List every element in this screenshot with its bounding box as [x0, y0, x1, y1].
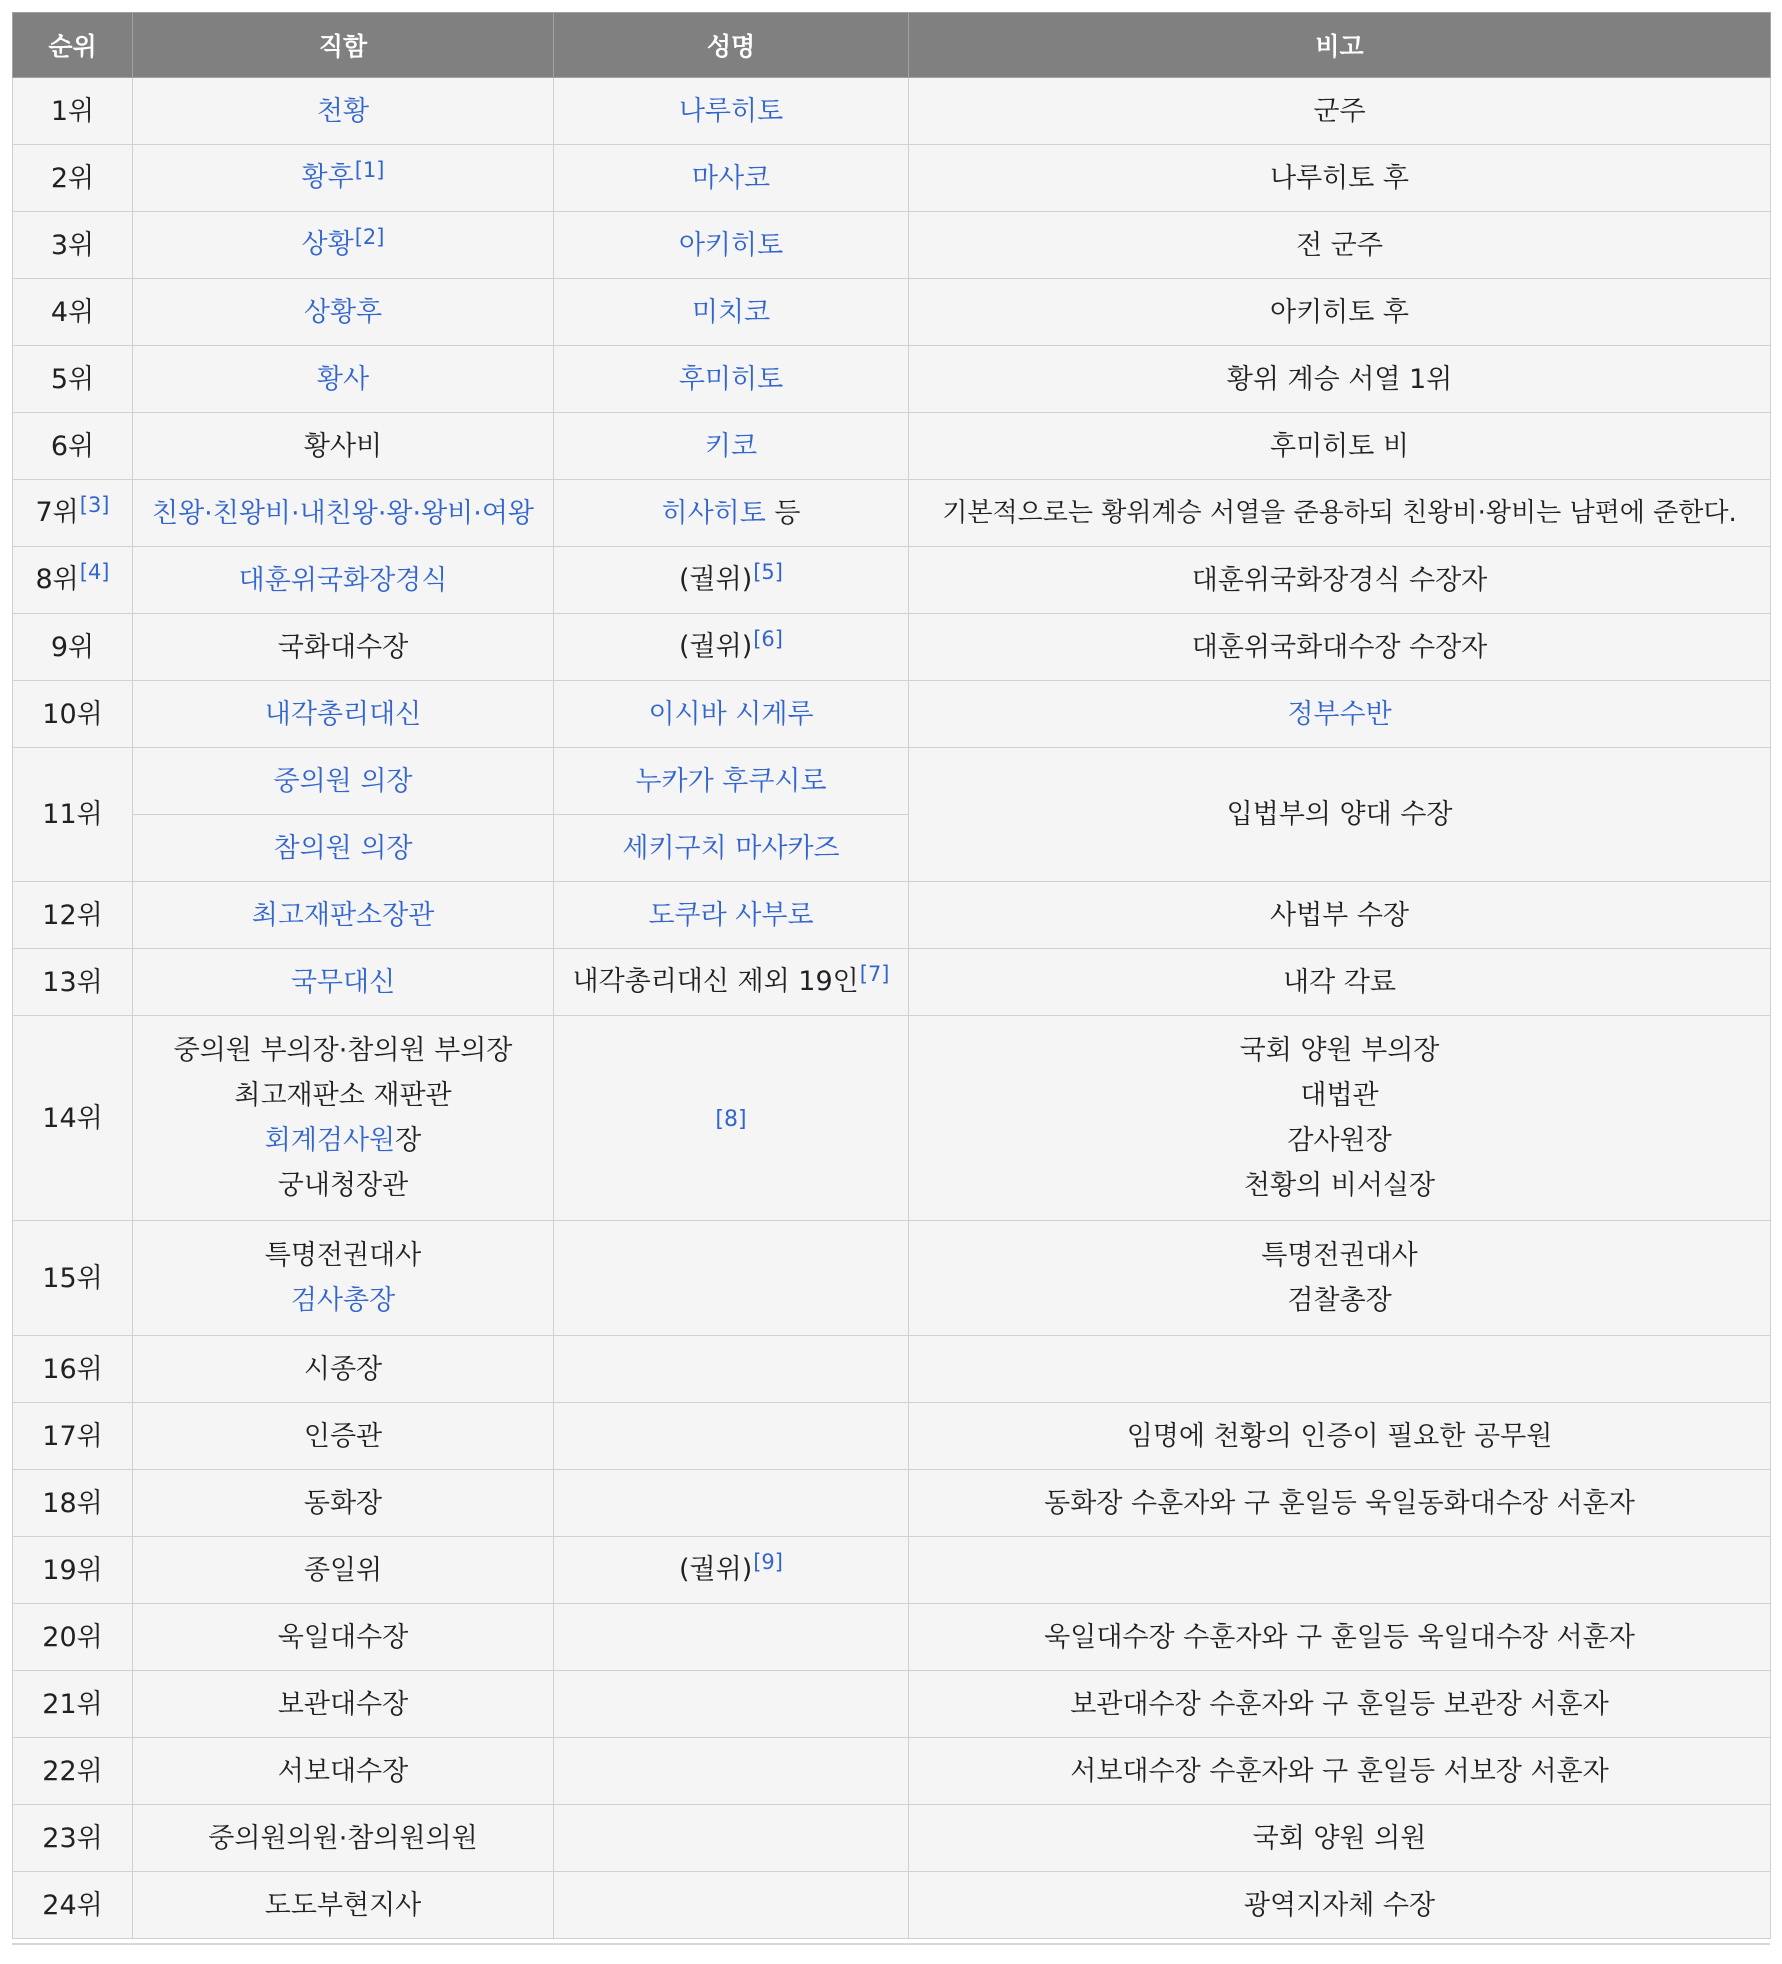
header-title: 직함	[133, 13, 554, 78]
rank-cell: 10위	[13, 681, 133, 748]
rank-cell: 2위	[13, 145, 133, 212]
name-link[interactable]: 이시바 시게루	[648, 698, 814, 730]
note-cell: 전 군주	[909, 212, 1771, 279]
name-link[interactable]: 나루히토	[678, 95, 784, 127]
note-cell	[909, 1336, 1771, 1403]
note-cell: 대훈위국화장경식 수장자	[909, 547, 1771, 614]
footnote-ref[interactable]: [4]	[79, 559, 110, 584]
name-link[interactable]: 후미히토	[678, 363, 784, 395]
name-cell	[554, 279, 909, 346]
name-cell	[554, 212, 909, 279]
title-link[interactable]: 최고재판소장관	[251, 899, 435, 931]
name-link[interactable]: 히사히토	[661, 497, 766, 529]
table-row	[13, 212, 1771, 279]
rank-text: 7위	[35, 496, 79, 528]
rank-cell: 3위	[13, 212, 133, 279]
rank-cell: 9위	[13, 614, 133, 681]
title-link[interactable]: 국무대신	[290, 966, 396, 998]
rank-cell: 1위	[13, 78, 133, 145]
name-cell	[554, 748, 909, 815]
title-cell	[133, 547, 554, 614]
footnote-ref[interactable]: [5]	[753, 559, 783, 584]
rank-cell: 18위	[13, 1470, 133, 1537]
name-cell	[554, 1470, 909, 1537]
table-row	[13, 1537, 1771, 1604]
table-row	[13, 1805, 1771, 1872]
footnote-ref[interactable]: [8]	[715, 1106, 747, 1132]
table-row	[13, 681, 1771, 748]
rank-cell: 23위	[13, 1805, 133, 1872]
title-cell: 국화대수장	[133, 614, 554, 681]
note-link[interactable]: 정부수반	[1287, 698, 1392, 730]
title-line: 최고재판소 재판관	[234, 1080, 452, 1111]
rank-cell: 13위	[13, 949, 133, 1016]
name-cell	[554, 949, 909, 1016]
table-row	[13, 748, 1771, 815]
name-cell	[554, 480, 909, 547]
precedence-table	[12, 12, 1771, 1939]
note-cell: 기본적으로는 황위계승 서열을 준용하되 친왕비·왕비는 남편에 준한다.	[909, 480, 1771, 547]
table-row	[13, 1221, 1771, 1336]
table-row	[13, 1872, 1771, 1939]
note-line: 천황의 비서실장	[1243, 1170, 1436, 1201]
note-cell: 국회 양원 의원	[909, 1805, 1771, 1872]
name-cell	[554, 346, 909, 413]
note-cell: 황위 계승 서열 1위	[909, 346, 1771, 413]
header-name: 성명	[554, 13, 909, 78]
note-cell	[909, 1537, 1771, 1604]
note-cell: 욱일대수장 수훈자와 구 훈일등 욱일대수장 서훈자	[909, 1604, 1771, 1671]
note-line: 특명전권대사	[1261, 1240, 1418, 1271]
note-cell: 임명에 천황의 인증이 필요한 공무원	[909, 1403, 1771, 1470]
table-row	[13, 413, 1771, 480]
rank-cell: 19위	[13, 1537, 133, 1604]
title-link[interactable]: 검사총장	[290, 1285, 396, 1316]
name-cell	[554, 1671, 909, 1738]
title-cell: 서보대수장	[133, 1738, 554, 1805]
rank-cell: 15위	[13, 1221, 133, 1336]
rank-cell: 4위	[13, 279, 133, 346]
name-cell	[554, 1221, 909, 1336]
title-link[interactable]: 상황	[301, 228, 354, 260]
footnote-ref[interactable]: [9]	[753, 1549, 783, 1574]
name-cell	[554, 1872, 909, 1939]
name-cell	[554, 78, 909, 145]
name-cell	[554, 882, 909, 949]
name-cell	[554, 1805, 909, 1872]
rank-cell	[13, 547, 133, 614]
name-suffix: 등	[765, 497, 801, 529]
rank-cell	[13, 480, 133, 547]
title-link[interactable]: 중의원 의장	[273, 765, 413, 797]
note-cell: 입법부의 양대 수장	[909, 748, 1771, 882]
rank-cell: 5위	[13, 346, 133, 413]
title-link[interactable]: 내각총리대신	[264, 698, 422, 730]
table-row	[13, 1470, 1771, 1537]
title-line	[141, 1278, 545, 1323]
name-cell	[554, 681, 909, 748]
title-link[interactable]: 회계검사원	[264, 1125, 396, 1156]
title-cell: 동화장	[133, 1470, 554, 1537]
name-cell	[554, 1738, 909, 1805]
title-link[interactable]: 친왕·친왕비·내친왕·왕·왕비·여왕	[152, 497, 534, 529]
title-cell: 도도부현지사	[133, 1872, 554, 1939]
table-row	[13, 1403, 1771, 1470]
rank-cell: 17위	[13, 1403, 133, 1470]
table-row	[13, 1738, 1771, 1805]
title-cell: 종일위	[133, 1537, 554, 1604]
title-link[interactable]: 천황	[316, 95, 370, 127]
title-line: 궁내청장관	[277, 1170, 409, 1201]
name-cell	[554, 413, 909, 480]
note-cell	[909, 681, 1771, 748]
title-link[interactable]: 대훈위국화장경식	[238, 564, 448, 596]
title-cell: 보관대수장	[133, 1671, 554, 1738]
note-line: 검찰총장	[1287, 1285, 1392, 1316]
name-text: (궐위)	[679, 630, 753, 662]
name-cell	[554, 1016, 909, 1221]
table-row	[13, 145, 1771, 212]
title-link[interactable]: 황후	[301, 161, 354, 193]
title-cell	[133, 145, 554, 212]
rank-cell: 12위	[13, 882, 133, 949]
name-cell	[554, 1403, 909, 1470]
table-row	[13, 1604, 1771, 1671]
title-cell	[133, 1221, 554, 1336]
name-cell	[554, 815, 909, 882]
note-line: 대법관	[1300, 1080, 1379, 1111]
name-text: 내각총리대신 제외 19인	[572, 965, 859, 997]
header-rank: 순위	[13, 13, 133, 78]
table-row	[13, 1336, 1771, 1403]
title-cell	[133, 748, 554, 815]
footnote-ref[interactable]: [2]	[354, 224, 385, 249]
note-cell: 서보대수장 수훈자와 구 훈일등 서보장 서훈자	[909, 1738, 1771, 1805]
title-cell	[133, 346, 554, 413]
note-cell: 사법부 수장	[909, 882, 1771, 949]
rank-cell: 24위	[13, 1872, 133, 1939]
footnote-ref[interactable]: [3]	[79, 492, 110, 517]
note-cell	[909, 1016, 1771, 1221]
note-cell: 아키히토 후	[909, 279, 1771, 346]
table-row	[13, 949, 1771, 1016]
title-line	[141, 1118, 545, 1163]
title-cell	[133, 1016, 554, 1221]
footnote-ref[interactable]: [1]	[354, 157, 385, 182]
title-suffix: 장	[395, 1125, 422, 1156]
title-link[interactable]: 상황후	[303, 296, 383, 328]
title-cell: 인증관	[133, 1403, 554, 1470]
table-row	[13, 1016, 1771, 1221]
title-line: 특명전권대사	[264, 1240, 422, 1271]
note-cell: 내각 각료	[909, 949, 1771, 1016]
name-link[interactable]: 마사코	[691, 162, 771, 194]
footnote-ref[interactable]: [6]	[753, 626, 783, 651]
title-cell: 욱일대수장	[133, 1604, 554, 1671]
table-row	[13, 279, 1771, 346]
name-cell	[554, 1604, 909, 1671]
title-link[interactable]: 참의원 의장	[273, 832, 413, 864]
note-cell: 나루히토 후	[909, 145, 1771, 212]
name-cell	[554, 614, 909, 681]
rank-cell: 6위	[13, 413, 133, 480]
name-cell	[554, 547, 909, 614]
note-cell: 광역지자체 수장	[909, 1872, 1771, 1939]
name-link[interactable]: 세키구치 마사카즈	[622, 832, 840, 864]
table-row	[13, 346, 1771, 413]
note-cell: 후미히토 비	[909, 413, 1771, 480]
title-line: 중의원 부의장·참의원 부의장	[173, 1035, 513, 1066]
title-cell: 시종장	[133, 1336, 554, 1403]
title-cell	[133, 949, 554, 1016]
table-row	[13, 480, 1771, 547]
rank-cell: 14위	[13, 1016, 133, 1221]
name-link[interactable]: 도쿠라 사부로	[648, 899, 814, 931]
name-link[interactable]: 아키히토	[678, 229, 784, 261]
name-link[interactable]: 키코	[704, 430, 758, 462]
rank-cell: 22위	[13, 1738, 133, 1805]
title-cell	[133, 78, 554, 145]
note-cell: 군주	[909, 78, 1771, 145]
title-cell	[133, 882, 554, 949]
title-cell: 황사비	[133, 413, 554, 480]
note-cell	[909, 1221, 1771, 1336]
title-cell	[133, 279, 554, 346]
rank-cell: 11위	[13, 748, 133, 882]
name-text: (궐위)	[679, 563, 753, 595]
rank-cell: 16위	[13, 1336, 133, 1403]
table-header-row	[13, 13, 1771, 78]
title-link[interactable]: 황사	[316, 363, 370, 395]
table-row	[13, 614, 1771, 681]
table-row	[13, 1671, 1771, 1738]
rank-text: 8위	[35, 563, 79, 595]
table-row	[13, 78, 1771, 145]
rank-cell: 20위	[13, 1604, 133, 1671]
note-cell: 동화장 수훈자와 구 훈일등 욱일동화대수장 서훈자	[909, 1470, 1771, 1537]
name-cell	[554, 145, 909, 212]
table-row	[13, 547, 1771, 614]
name-link[interactable]: 미치코	[691, 296, 771, 328]
name-text: (궐위)	[679, 1553, 753, 1585]
note-line: 감사원장	[1287, 1125, 1392, 1156]
rank-cell: 21위	[13, 1671, 133, 1738]
name-cell	[554, 1537, 909, 1604]
name-cell	[554, 1336, 909, 1403]
title-cell: 중의원의원·참의원의원	[133, 1805, 554, 1872]
name-link[interactable]: 누카가 후쿠시로	[635, 765, 827, 797]
note-line: 국회 양원 부의장	[1239, 1035, 1440, 1066]
table-row	[13, 882, 1771, 949]
note-cell: 보관대수장 수훈자와 구 훈일등 보관장 서훈자	[909, 1671, 1771, 1738]
note-cell: 대훈위국화대수장 수장자	[909, 614, 1771, 681]
header-note: 비고	[909, 13, 1771, 78]
footnote-ref[interactable]: [7]	[859, 961, 890, 986]
title-cell	[133, 815, 554, 882]
precedence-table-container	[12, 12, 1770, 1939]
title-cell	[133, 212, 554, 279]
title-cell	[133, 480, 554, 547]
title-cell	[133, 681, 554, 748]
